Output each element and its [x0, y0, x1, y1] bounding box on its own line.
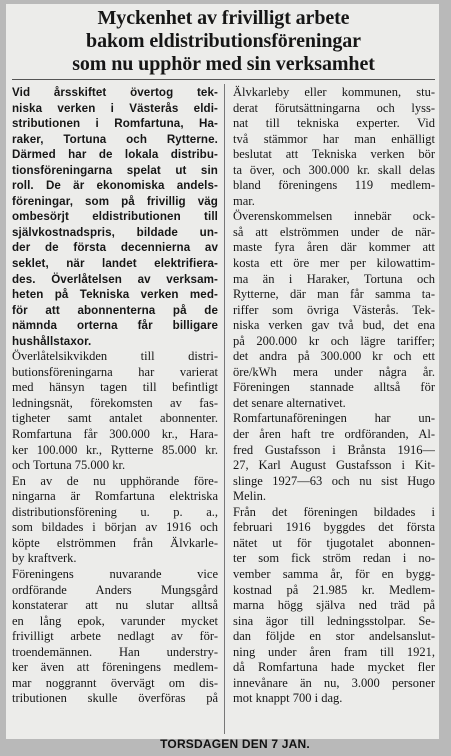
text-line: ningarna är Romfartuna elektriska — [12, 489, 218, 504]
text-line: slinge 1927—63 och nu sist Hugo — [233, 473, 435, 488]
text-line: konstaterar att nu slutar alltså — [12, 598, 218, 613]
headline-line-3: som nu upphör med sin verksamhet — [72, 53, 375, 75]
text-line: tributionen skulle överföras på — [12, 691, 218, 706]
text-line: Romfartunaföreningen har un- — [233, 411, 435, 426]
text-line: mar. — [233, 193, 255, 208]
text-line: Föreningens nuvarande vice — [12, 566, 218, 581]
text-line: på 200.000 kr och lägre tariffer; — [233, 333, 435, 348]
text-line: by kraftverk. — [12, 551, 77, 566]
text-line: En av de nu upphörande före- — [12, 473, 218, 488]
text-line: mar noggrannt övervägt om dis- — [12, 675, 218, 690]
text-line: öre/kWh mera under några år. — [233, 364, 435, 379]
text-line: maste fyra åren där kommer att — [233, 240, 435, 255]
text-line: beslutat att Tekniska verken bör — [233, 147, 435, 162]
text-line: raker, Tortuna och Rytterne. — [12, 132, 218, 146]
dateline: TORSDAGEN DEN 7 JAN. — [160, 737, 310, 751]
text-line: med hänsyn tagen till befintligt — [12, 380, 218, 395]
left-column — [12, 85, 218, 707]
text-line: Från det föreningen bildades i — [233, 504, 435, 519]
text-line: en lång epok, varunder mycket — [12, 613, 218, 628]
text-line: butionsföreningarna har varierat — [12, 364, 218, 379]
text-line: ordförande Anders Mungsgård — [12, 582, 218, 597]
text-line: som bildades i början av 1916 och — [12, 520, 218, 535]
text-line: heten på Tekniska verken med- — [12, 288, 218, 302]
text-line: två stämmor har man enhälligt — [233, 131, 435, 146]
text-line: nämnda orterna får billigare — [12, 319, 218, 333]
text-line: föreningar, som på frivillig väg — [12, 194, 218, 208]
right-column — [233, 85, 435, 707]
text-line: det andra på 300.000 kr och ett — [233, 349, 435, 364]
text-line: tionsföreningarna spelat ut sin — [12, 163, 218, 177]
text-line: Älvkarleby eller kommunen, stu- — [233, 85, 435, 99]
text-line: nätet ut för tjugotalet abonnen- — [233, 535, 435, 550]
text-line: så att elströmmen under de när- — [233, 224, 435, 239]
text-line: och Tortuna 75.000 kr. — [12, 458, 126, 473]
text-line: Rytterne, där man får samma ta- — [233, 287, 435, 302]
text-line: Överenskommelsen innebär ock- — [233, 209, 435, 224]
headline — [14, 7, 433, 76]
text-line: der de första decennierna av — [12, 241, 218, 255]
headline-line-2: bakom eldistributionsföreningar — [86, 30, 361, 52]
text-line: marna högg själva ned träd på — [233, 598, 435, 613]
text-line: 27, Karl August Gustafsson i Kit- — [233, 458, 435, 473]
text-line: ma än i Haraker, Tortuna och — [233, 271, 435, 286]
headline-divider — [12, 79, 435, 80]
text-line: ombesörjt eldistributionen till — [12, 210, 218, 224]
text-line: roll. De är ekonomiska andels- — [12, 179, 218, 193]
text-line: riffer som övriga Västerås. Tek- — [233, 302, 435, 317]
text-line: der åren haft tre ordföranden, Al- — [233, 427, 435, 442]
text-line: hushållstaxor. — [12, 334, 92, 348]
text-line: frivilligt arbete nedlagt av för- — [12, 629, 218, 644]
text-line: då Romfartuna hade mycket fler — [233, 660, 435, 675]
text-line: niska verken i Västerås eldi- — [12, 101, 218, 115]
text-line: ter som fick ström redan i no- — [233, 551, 435, 566]
newspaper-clipping — [6, 4, 439, 739]
text-line: dan följde en stor andelsanslut- — [233, 629, 435, 644]
text-line: innevånare än nu, 3.000 personer — [233, 675, 435, 690]
text-line: Romfartuna får 300.000 kr., Hara- — [12, 427, 218, 442]
text-line: ning under åren fram till 1921, — [233, 644, 435, 659]
text-line: ta över, och 300.000 kr. skall delas — [233, 162, 435, 177]
text-line: troendemännen. Han understry- — [12, 644, 218, 659]
text-line: kosta ett öre mer per kilowattim- — [233, 256, 435, 271]
text-line: ker även att föreningens medlem- — [12, 660, 218, 675]
text-line: seklet, när landet elektrifiera- — [12, 257, 218, 271]
text-line: des. Överlåtelsen av verksam- — [12, 272, 218, 286]
text-line: Överlåtelsikvikden till distri- — [12, 349, 218, 364]
text-line: Vid årsskiftet övertog tek- — [12, 86, 218, 99]
text-line: kostnad på 21.985 kr. Medlem- — [233, 582, 435, 597]
text-line: självkostnadspris, bildade un- — [12, 225, 218, 239]
text-line: distributionsförening u. p. a., — [12, 504, 218, 519]
text-line: tigheter samt antalet abonnenter. — [12, 411, 218, 426]
text-line: sina ägor till ledningsstolpar. Se- — [233, 613, 435, 628]
text-line: stributionen i Romfartuna, Ha- — [12, 117, 218, 131]
text-line: nat till tekniska experter. Vid — [233, 116, 435, 131]
text-line: vember samma år, för en bygg- — [233, 566, 435, 581]
text-line: bland föreningens 119 medlem- — [233, 178, 435, 193]
text-line: Därmed har de lokala distribu- — [12, 148, 218, 162]
text-line: derat förutsättningarna och lyss- — [233, 100, 435, 115]
text-line: det senare alternativet. — [233, 395, 346, 410]
text-line: niska verken gav två bud, det ena — [233, 318, 435, 333]
text-line: ledningsnät, förekomsten av fas- — [12, 395, 218, 410]
text-line: ker 100.000 kr., Rytterne 85.000 kr. — [12, 442, 218, 457]
column-divider — [224, 84, 225, 734]
text-line: mot knappt 700 i dag. — [233, 691, 343, 706]
text-line: Melin. — [233, 489, 266, 504]
text-line: Föreningen stannade alltså för — [233, 380, 435, 395]
headline-line-1: Myckenhet av frivilligt arbete — [97, 7, 350, 29]
text-line: februari 1916 byggdes det första — [233, 520, 435, 535]
text-line: fred Gustafsson i Brånsta 1916— — [233, 442, 435, 457]
text-line: för att abonnenterna på de — [12, 303, 218, 317]
text-line: köpte elströmmen från Älvkarle- — [12, 535, 218, 550]
